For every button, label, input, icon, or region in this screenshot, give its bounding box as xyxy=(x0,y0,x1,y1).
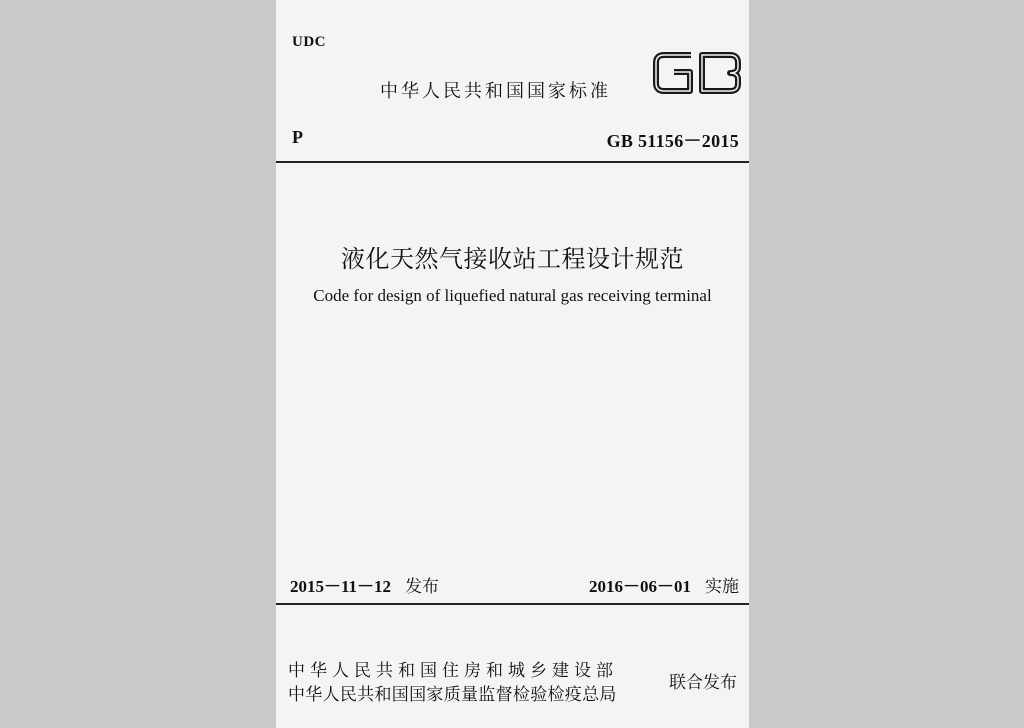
footer-divider xyxy=(276,603,749,605)
joint-publish-label: 联合发布 xyxy=(669,673,737,693)
title-english: Code for design of liquefied natural gas receiving terminal xyxy=(313,286,712,305)
header-divider xyxy=(276,161,749,163)
issue-date-value: 2015－11－12 xyxy=(290,577,392,596)
issue-label: 发布 xyxy=(405,577,440,597)
classification-code: P xyxy=(292,127,303,147)
publisher-dept-1: 中华人民共和国住房和城乡建设部 xyxy=(288,661,618,681)
standard-number: GB 51156－2015 xyxy=(606,131,739,151)
title-chinese: 液化天然气接收站工程设计规范 xyxy=(341,245,684,273)
implement-label: 实施 xyxy=(705,577,739,597)
implement-date-value: 2016－06－01 xyxy=(589,577,691,596)
issue-date xyxy=(290,572,439,597)
udc-label: UDC xyxy=(292,34,326,50)
publisher-dept-2: 中华人民共和国国家质量监督检验检疫总局 xyxy=(288,685,617,705)
gb-logo-icon xyxy=(650,47,744,99)
standard-cover xyxy=(276,0,749,728)
implement-date xyxy=(589,572,739,597)
standard-type: 中华人民共和国国家标准 xyxy=(380,81,611,102)
